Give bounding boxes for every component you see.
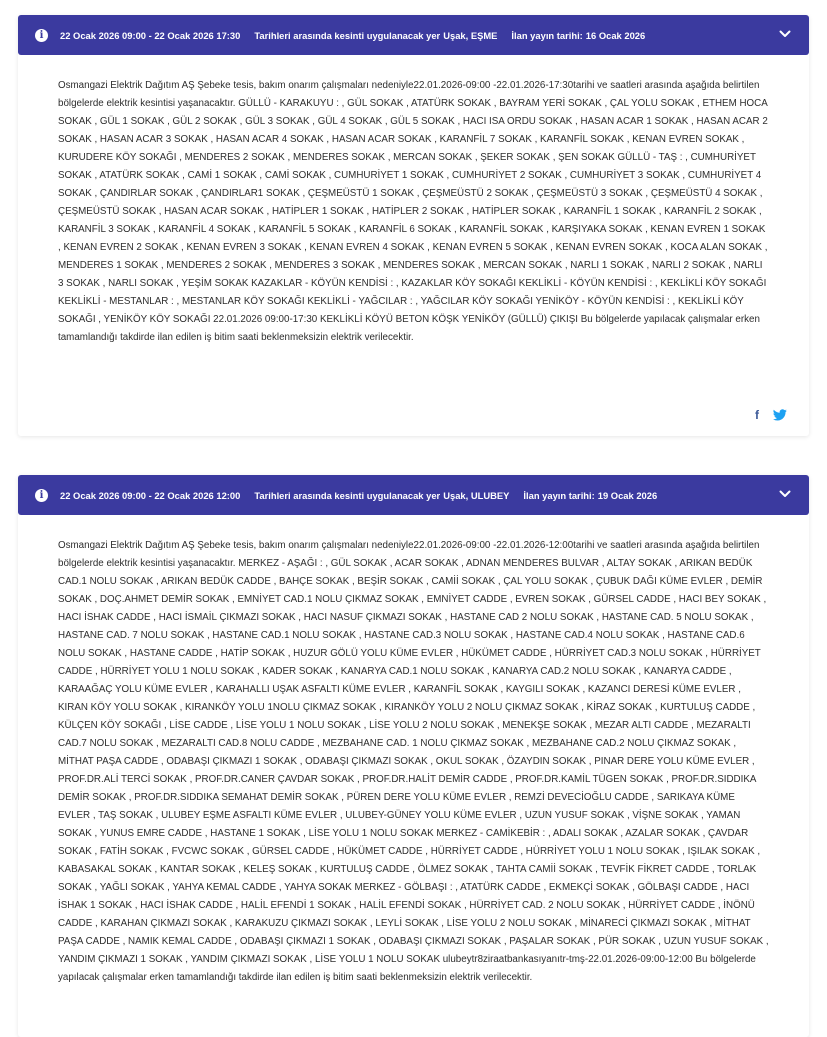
notice-date-range: 22 Ocak 2026 09:00 - 22 Ocak 2026 12:00	[60, 489, 241, 501]
notice-published-date: 16 Ocak 2026	[585, 29, 646, 41]
twitter-icon[interactable]	[773, 409, 787, 421]
outage-notice-card	[18, 15, 809, 436]
notice-header[interactable]	[18, 475, 809, 515]
chevron-down-icon[interactable]	[779, 28, 791, 40]
notice-published-label: İlan yayın tarihi:	[523, 489, 595, 501]
notice-date-range: 22 Ocak 2026 09:00 - 22 Ocak 2026 17:30	[60, 29, 241, 41]
outage-notice-card	[18, 475, 809, 1037]
chevron-down-icon[interactable]	[779, 488, 791, 500]
notice-place-label: Tarihleri arasında kesinti uygulanacak yer	[254, 489, 441, 501]
info-icon: i	[35, 489, 48, 502]
notice-header[interactable]	[18, 15, 809, 55]
facebook-icon[interactable]: f	[755, 408, 759, 422]
notice-place-label: Tarihleri arasında kesinti uygulanacak yer	[254, 29, 441, 41]
notice-body: Osmangazi Elektrik Dağıtım AŞ Şebeke tesis, bakım onarım çalışmaları nedeniyle22.01.2026-09:00 -22.01.2026-17:30tarihi ve saatleri arasında aşağıda belirtilen bölgelerde elektrik kesintisi yaşanacaktır. GÜLLÜ - KARAKUYU : , GÜL SOKAK , ATATÜRK SOKAK , BAYRAM YERİ SOKAK , ÇAL YOLU SOKAK , ETHEM HOCA SOKAK , GÜL 1 SOKAK , GÜL 2 SOKAK , GÜL 3 SOKAK , GÜL 4 SOKAK , GÜL 5 SOKAK , HACI ISA ORDU SOKAK , HASAN ACAR 1 SOKAK , HASAN ACAR 2 SOKAK , HASAN ACAR 3 SOKAK , HASAN ACAR 4 SOKAK , HASAN ACAR SOKAK , KARANFİL 7 SOKAK , KARANFİL SOKAK , KENAN EVREN SOKAK , KURUDERE KÖY SOKAĞI , MENDERES 2 SOKAK , MENDERES SOKAK , MERCAN SOKAK , ŞEKER SOKAK , ŞEN SOKAK GÜLLÜ - TAŞ : , CUMHURİYET SOKAK , ATATÜRK SOKAK , CAMİ 1 SOKAK , CAMİ SOKAK , CUMHURİYET 1 SOKAK , CUMHURİYET 2 SOKAK , CUMHURİYET 3 SOKAK , CUMHURİYET 4 SOKAK , ÇANDIRLAR SOKAK , ÇANDIRLAR1 SOKAK , ÇEŞMEÜSTÜ 1 SOKAK , ÇEŞMEÜSTÜ 2 SOKAK , ÇEŞMEÜSTÜ 3 SOKAK , ÇEŞMEÜSTÜ 4 SOKAK , ÇEŞMEÜSTÜ SOKAK , HASAN ACAR SOKAK , HATİPLER 1 SOKAK , HATİPLER 2 SOKAK , HATİPLER SOKAK , KARANFİL 1 SOKAK , KARANFİL 2 SOKAK , KARANFİL 3 SOKAK , KARANFİL 4 SOKAK , KARANFİL 5 SOKAK , KARANFİL 6 SOKAK , KARANFİL SOKAK , KARŞIYAKA SOKAK , KENAN EVREN 1 SOKAK , KENAN EVREN 2 SOKAK , KENAN EVREN 3 SOKAK , KENAN EVREN 4 SOKAK , KENAN EVREN 5 SOKAK , KENAN EVREN SOKAK , KOCA ALAN SOKAK , MENDERES 1 SOKAK , MENDERES 2 SOKAK , MENDERES 3 SOKAK , MENDERES SOKAK , MERCAN SOKAK , NARLI 1 SOKAK , NARLI 2 SOKAK , NARLI 3 SOKAK , NARLI SOKAK , YEŞİM SOKAK KAZAKLAR - KÖYÜN KENDİSİ : , KAZAKLAR KÖY SOKAĞI KEKLİKLİ - KÖYÜN KENDİSİ : , KEKLİKLİ KÖY SOKAĞI KEKLİKLİ - MESTANLAR : , MESTANLAR KÖY SOKAĞI KEKLİKLİ - YAĞCILAR : , YAĞCILAR KÖY SOKAĞI YENİKÖY - KÖYÜN KENDİSİ : , KEKLİKLİ KÖY SOKAĞI , YENİKÖY KÖY SOKAĞI 22.01.2026 09:00-17:30 KEKLİKLİ KÖYÜ BETON KÖŞK YENİKÖY (GÜLLÜ) ÇIKIŞI Bu bölgelerde yapılacak çalışmalar erken tamamlandığı takdirde ilan edilen iş bitim saati beklenmeksizin elektrik verilecektir.	[58, 80, 768, 343]
notice-place: Uşak, ULUBEY	[443, 489, 510, 501]
info-icon: i	[35, 29, 48, 42]
share-buttons	[755, 408, 787, 422]
notice-published-label: İlan yayın tarihi:	[511, 29, 583, 41]
notice-place: Uşak, EŞME	[443, 29, 498, 41]
notice-body: Osmangazi Elektrik Dağıtım AŞ Şebeke tesis, bakım onarım çalışmaları nedeniyle22.01.2026-09:00 -22.01.2026-12:00tarihi ve saatleri arasında aşağıda belirtilen bölgelerde elektrik kesintisi yaşanacaktır. MERKEZ - AŞAĞI : , GÜL SOKAK , ACAR SOKAK , ADNAN MENDERES BULVAR , ALTAY SOKAK , ARIKAN BEDÜK CAD.1 NOLU SOKAK , ARIKAN BEDÜK CADDE , BAHÇE SOKAK , BEŞİR SOKAK , CAMİİ SOKAK , ÇAL YOLU SOKAK , ÇUBUK DAĞI KÜME EVLER , DEMİR SOKAK , DOÇ.AHMET DEMİR SOKAK , EMNİYET CAD.1 NOLU ÇIKMAZ SOKAK , EMNİYET CADDE , EVREN SOKAK , GÜRSEL CADDE , HACI BEY SOKAK , HACI İSHAK CADDE , HACI İSMAİL ÇIKMAZI SOKAK , HACI NASUF ÇIKMAZI SOKAK , HASTANE CAD 2 NOLU SOKAK , HASTANE CAD. 5 NOLU SOKAK , HASTANE CAD. 7 NOLU SOKAK , HASTANE CAD.1 NOLU SOKAK , HASTANE CAD.3 NOLU SOKAK , HASTANE CAD.4 NOLU SOKAK , HASTANE CAD.6 NOLU SOKAK , HASTANE CADDE , HATİP SOKAK , HUZUR GÖLÜ YOLU KÜME EVLER , HÜKÜMET CADDE , HÜRRİYET CAD.3 NOLU SOKAK , HÜRRİYET CADDE , HÜRRİYET YOLU 1 NOLU SOKAK , KADER SOKAK , KANARYA CAD.1 NOLU SOKAK , KANARYA CAD.2 NOLU SOKAK , KANARYA CADDE , KARAAĞAÇ YOLU KÜME EVLER , KARAHALLI UŞAK ASFALTI KÜME EVLER , KARANFİL SOKAK , KAYGILI SOKAK , KAZANCI DERESİ KÜME EVLER , KIRAN KÖY YOLU SOKAK , KIRANKÖY YOLU 1NOLU ÇIKMAZ SOKAK , KIRANKÖY YOLU 2 NOLU ÇIKMAZ SOKAK , KİRAZ SOKAK , KURTULUŞ CADDE , KÜLÇEN KÖY SOKAĞI , LİSE CADDE , LİSE YOLU 1 NOLU SOKAK , LİSE YOLU 2 NOLU SOKAK , MENEKŞE SOKAK , MEZAR ALTI CADDE , MEZARALTI CAD.7 NOLU SOKAK , MEZARALTI CAD.8 NOLU CADDE , MEZBAHANE CAD. 1 NOLU ÇIKMAZ SOKAK , MEZBAHANE CAD.2 NOLU ÇIKMAZ SOKAK , MİTHAT PAŞA CADDE , ODABAŞI ÇIKMAZI 1 SOKAK , ODABAŞI ÇIKMAZI SOKAK , OKUL SOKAK , ÖZAYDIN SOKAK , PINAR DERE YOLU KÜME EVLER , PROF.DR.ALİ TERCİ SOKAK , PROF.DR.CANER ÇAVDAR SOKAK , PROF.DR.HALİT DEMİR CADDE , PROF.DR.KAMİL TÜGEN SOKAK , PROF.DR.SIDDIKA DEMİR SOKAK , PROF.DR.SIDDIKA SEMAHAT DEMİR SOKAK , PÜREN DERE YOLU KÜME EVLER , REMZİ DEVECİOĞLU CADDE , SARIKAYA KÜME EVLER , TAŞ SOKAK , ULUBEY EŞME ASFALTI KÜME EVLER , ULUBEY-GÜNEY YOLU KÜME EVLER , UZUN YUSUF SOKAK , VİŞNE SOKAK , YAMAN SOKAK , YUNUS EMRE CADDE , HASTANE 1 SOKAK , LİSE YOLU 1 NOLU SOKAK MERKEZ - CAMİKEBİR : , ADALI SOKAK , AZALAR SOKAK , ÇAVDAR SOKAK , FATİH SOKAK , FVCWC SOKAK , GÜRSEL CADDE , HÜKÜMET CADDE , HÜRRİYET CADDE , HÜRRİYET YOLU 1 NOLU SOKAK , IŞILAK SOKAK , KABASAKAL SOKAK , KANTAR SOKAK , KELEŞ SOKAK , KURTULUŞ CADDE , ÖLMEZ SOKAK , TAHTA CAMİİ SOKAK , TEVFİK FİKRET CADDE , TORLAK SOKAK , YAĞLI SOKAK , YAHYA KEMAL CADDE , YAHYA SOKAK MERKEZ - GÖLBAŞI : , ATATÜRK CADDE , EKMEKÇİ SOKAK , GÖLBAŞI CADDE , HACI İSHAK 1 SOKAK , HACI İSHAK CADDE , HALİL EFENDİ 1 SOKAK , HALİL EFENDİ SOKAK , HÜRRİYET CAD. 2 NOLU SOKAK , HÜRRİYET CADDE , İNÖNÜ CADDE , KARAHAN ÇIKMAZI SOKAK , KARAKUZU ÇIKMAZI SOKAK , LEYLİ SOKAK , LİSE YOLU 2 NOLU SOKAK , MİNARECİ ÇIKMAZI SOKAK , MİTHAT PAŞA CADDE , NAMIK KEMAL CADDE , ODABAŞI ÇIKMAZI 1 SOKAK , ODABAŞI ÇIKMAZI SOKAK , PAŞALAR SOKAK , PÜR SOKAK , UZUN YUSUF SOKAK , YANDIM ÇIKMAZI 1 SOKAK , YANDIM ÇIKMAZI SOKAK , LİSE YOLU 1 NOLU SOKAK ulubeytr8ziraatbankasıyanıtr-tmş-22.01.2026-09:00-12:00 Bu bölgelerde yapılacak çalışmalar erken tamamlandığı takdirde ilan edilen iş bitim saati beklenmeksizin elektrik verilecektir.	[58, 540, 769, 983]
notice-published-date: 19 Ocak 2026	[597, 489, 658, 501]
